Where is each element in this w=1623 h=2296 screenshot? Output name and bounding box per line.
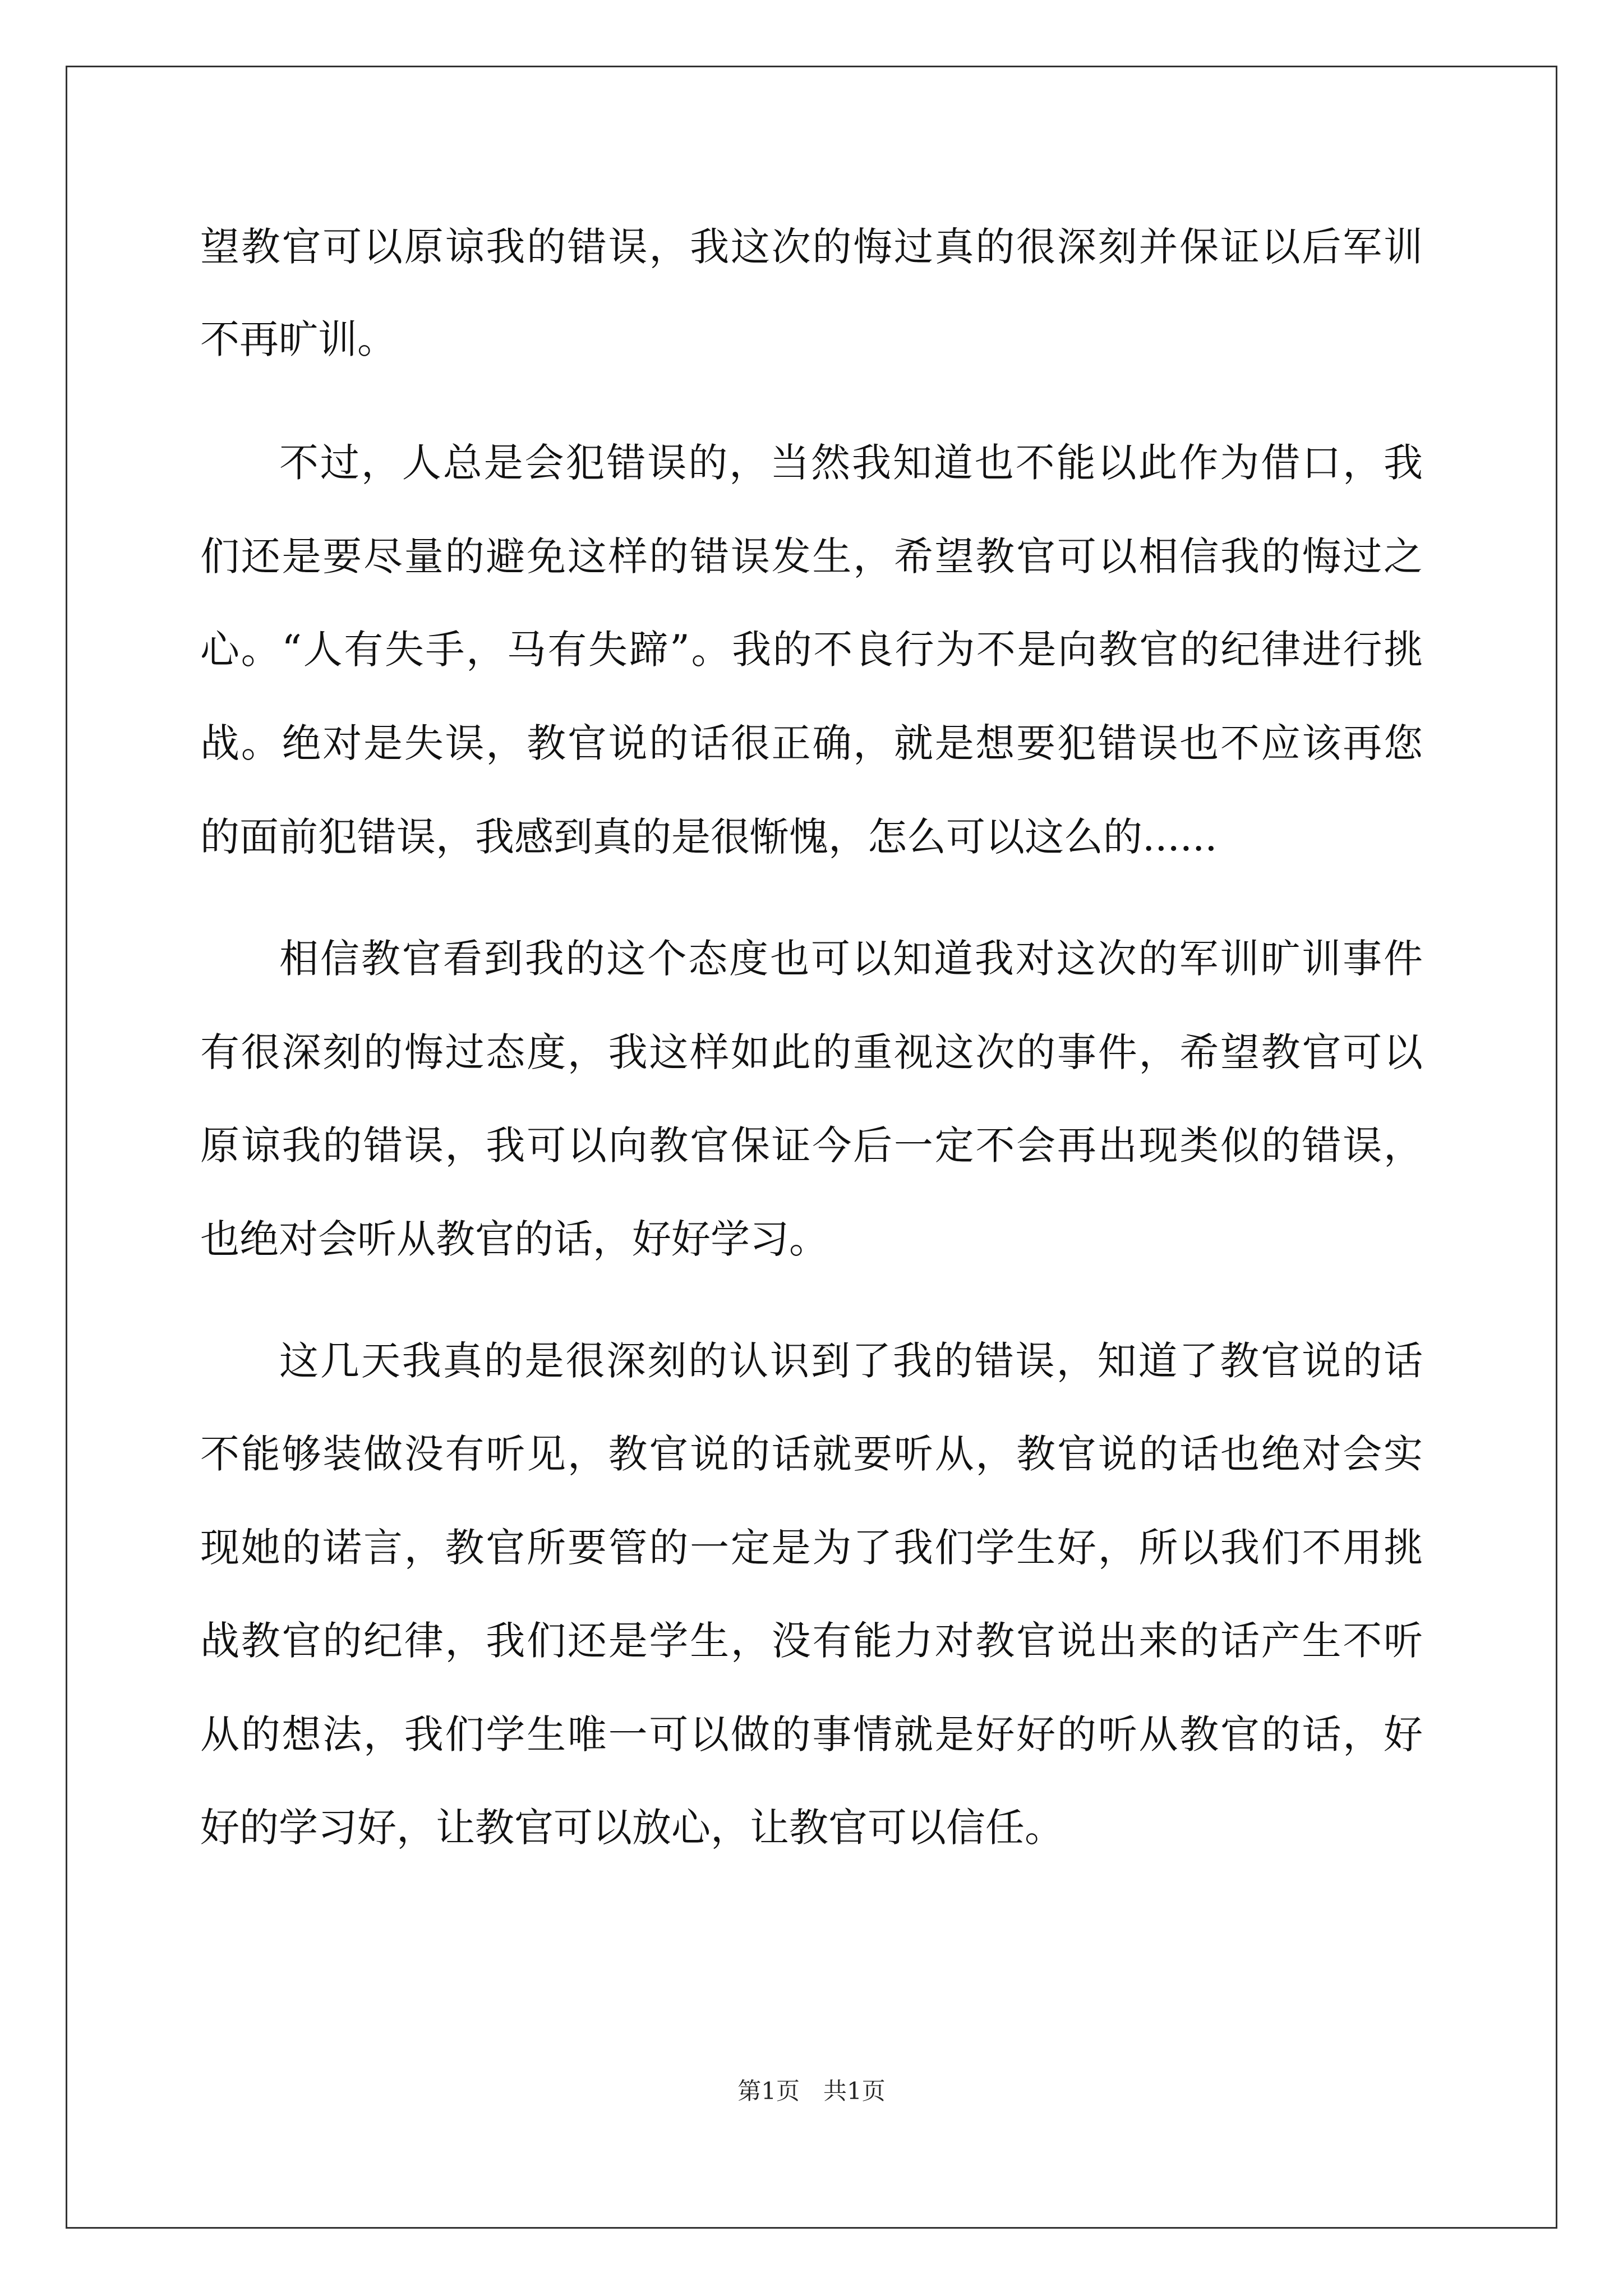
text-line: 的面前犯错误，我感到真的是很惭愧，怎么可以这么的...... xyxy=(200,814,1218,860)
text-line: 从的想法，我们学生唯一可以做的事情就是好好的听从教官的话，好 xyxy=(200,1711,1423,1757)
text-line: 战。绝对是失误，教官说的话很正确，就是想要犯错误也不应该再您 xyxy=(200,720,1423,766)
text-line: 也绝对会听从教官的话，好好学习。 xyxy=(200,1216,828,1262)
text-line: 们还是要尽量的避免这样的错误发生，希望教官可以相信我的悔过之 xyxy=(200,533,1423,579)
text-line: 好的学习好，让教官可以放心，让教官可以信任。 xyxy=(200,1805,1064,1851)
paragraph-first-line: 不过，人总是会犯错误的，当然我知道也不能以此作为借口，我 xyxy=(279,440,1423,486)
page-number-footer: 第1页 共1页 xyxy=(737,2077,886,2105)
text-line: 不再旷训。 xyxy=(200,316,396,362)
text-line: 现她的诺言，教官所要管的一定是为了我们学生好，所以我们不用挑 xyxy=(200,1525,1423,1571)
text-line: 心。“人有失手，马有失蹄”。我的不良行为不是向教官的纪律进行挑 xyxy=(200,627,1423,673)
text-line: 战教官的纪律，我们还是学生，没有能力对教官说出来的话产生不听 xyxy=(200,1618,1423,1664)
text-line: 望教官可以原谅我的错误，我这次的悔过真的很深刻并保证以后军训 xyxy=(200,224,1423,270)
text-line: 有很深刻的悔过态度，我这样如此的重视这次的事件，希望教官可以 xyxy=(200,1029,1423,1075)
paragraph-first-line: 相信教官看到我的这个态度也可以知道我对这次的军训旷训事件 xyxy=(279,936,1423,982)
text-line: 不能够装做没有听见，教官说的话就要听从，教官说的话也绝对会实 xyxy=(200,1431,1423,1477)
paragraph-first-line: 这几天我真的是很深刻的认识到了我的错误，知道了教官说的话 xyxy=(279,1338,1423,1384)
text-line: 原谅我的错误，我可以向教官保证今后一定不会再出现类似的错误， xyxy=(200,1122,1423,1168)
